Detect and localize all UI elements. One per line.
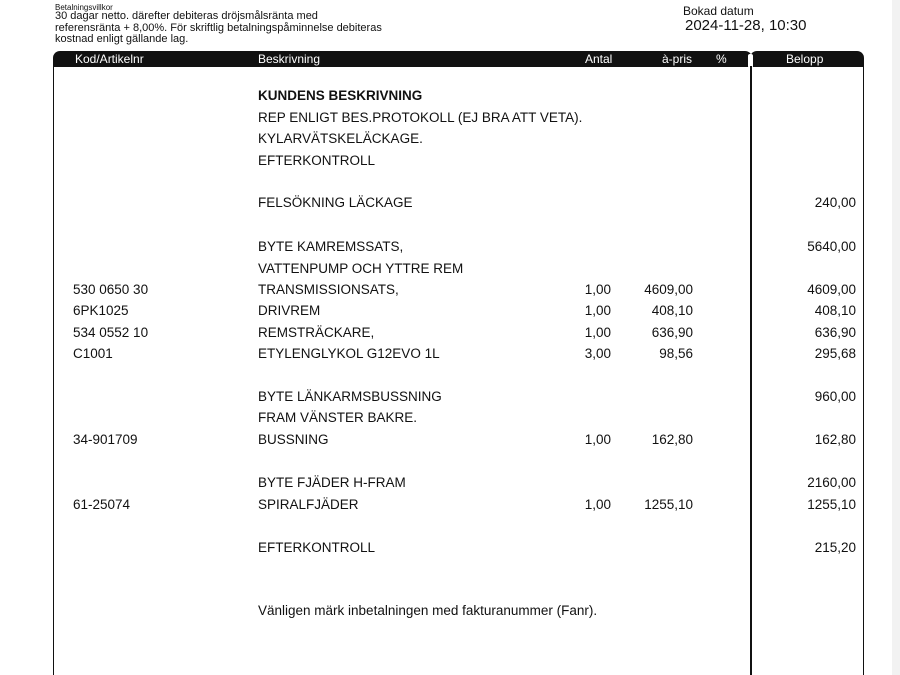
payment-terms-label: Betalningsvillkor (55, 3, 113, 12)
item-description: BYTE LÄNKARMSBUSSNING (258, 389, 442, 404)
item-code: 534 0552 10 (73, 325, 149, 340)
item-qty: 1,00 (584, 282, 611, 297)
item-description: FELSÖKNING LÄCKAGE (258, 195, 413, 210)
amount-column-body (751, 66, 864, 675)
page-edge (892, 0, 900, 675)
item-qty: 1,00 (584, 303, 611, 318)
item-unit-price: 98,56 (659, 346, 693, 361)
table-header-bar (53, 51, 752, 67)
item-qty: 1,00 (584, 432, 611, 447)
column-header-percent: % (716, 52, 727, 66)
item-description: BUSSNING (258, 432, 329, 447)
item-amount: 5640,00 (807, 239, 856, 254)
item-amount: 636,90 (814, 325, 856, 340)
item-description: FRAM VÄNSTER BAKRE. (258, 410, 418, 425)
item-unit-price: 636,90 (651, 325, 693, 340)
item-amount: 2160,00 (807, 475, 856, 490)
column-header-unit-price: à-pris (662, 52, 693, 66)
item-description: SPIRALFJÄDER (258, 497, 359, 512)
item-qty: 3,00 (584, 346, 611, 361)
payment-terms-text: 30 dagar netto. därefter debiteras dröjsmålsränta med referensränta + 8,00%. För skriftlig betalningspåminnelse debiteras kostnad enligt gällande lag. (55, 10, 382, 45)
item-description: KYLARVÄTSKELÄCKAGE. (258, 131, 423, 146)
item-description: EFTERKONTROLL (258, 153, 376, 168)
item-code: 6PK1025 (73, 303, 129, 318)
item-description: BYTE KAMREMSSATS, (258, 239, 404, 254)
item-amount: 4609,00 (807, 282, 856, 297)
item-amount: 295,68 (814, 346, 856, 361)
item-amount: 1255,10 (807, 497, 856, 512)
footer-note: Vänligen märk inbetalningen med fakturanummer (Fanr). (258, 603, 598, 618)
item-code: 530 0650 30 (73, 282, 149, 297)
item-description: EFTERKONTROLL (258, 540, 376, 555)
column-header-code: Kod/Artikelnr (75, 52, 144, 66)
column-header-description: Beskrivning (258, 52, 321, 66)
table-body (53, 66, 751, 675)
item-code: 61-25074 (73, 497, 131, 512)
item-description: REP ENLIGT BES.PROTOKOLL (EJ BRA ATT VETA). (258, 110, 583, 125)
item-qty: 1,00 (584, 325, 611, 340)
item-amount: 162,80 (814, 432, 856, 447)
column-header-amount: Belopp (786, 52, 824, 66)
item-unit-price: 162,80 (651, 432, 693, 447)
column-header-qty: Antal (585, 52, 613, 66)
item-unit-price: 1255,10 (644, 497, 693, 512)
item-description: BYTE FJÄDER H-FRAM (258, 475, 406, 490)
item-description: VATTENPUMP OCH YTTRE REM (258, 261, 464, 276)
item-amount: 960,00 (814, 389, 856, 404)
item-qty: 1,00 (584, 497, 611, 512)
item-amount: 240,00 (814, 195, 856, 210)
item-unit-price: 408,10 (651, 303, 693, 318)
item-code: 34-901709 (73, 432, 138, 447)
item-amount: 408,10 (814, 303, 856, 318)
item-unit-price: 4609,00 (644, 282, 693, 297)
item-description: ETYLENGLYKOL G12EVO 1L (258, 346, 440, 361)
item-description: KUNDENS BESKRIVNING (258, 88, 423, 103)
booked-date-value: 2024-11-28, 10:30 (685, 17, 807, 34)
item-description: TRANSMISSIONSATS, (258, 282, 399, 297)
item-description: REMSTRÄCKARE, (258, 325, 375, 340)
booked-date-label: Bokad datum (683, 4, 754, 18)
item-amount: 215,20 (814, 540, 856, 555)
item-description: DRIVREM (258, 303, 321, 318)
item-code: C1001 (73, 346, 113, 361)
